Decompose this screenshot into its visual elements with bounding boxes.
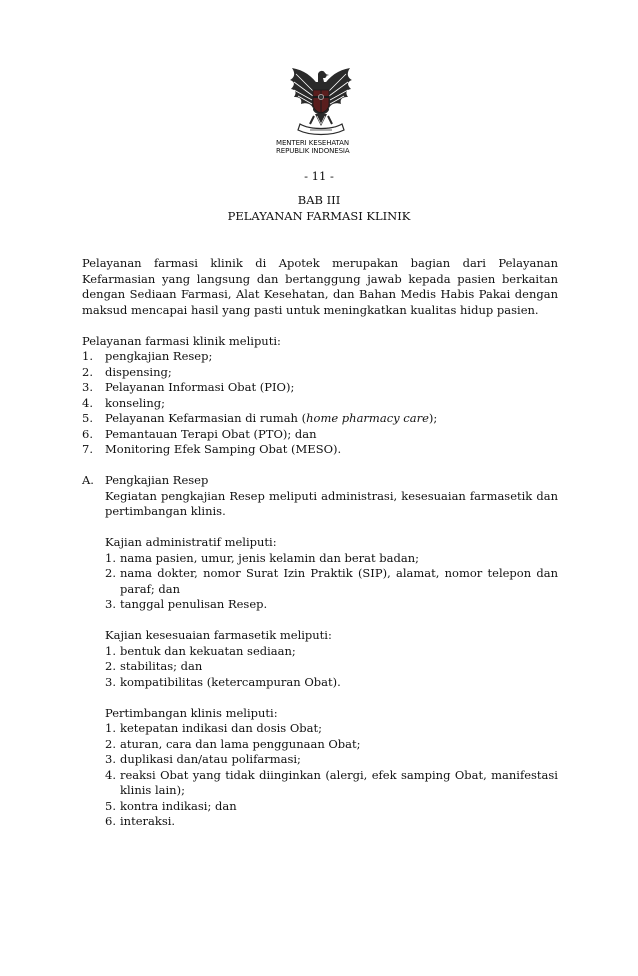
section-a-content	[82, 489, 558, 830]
chapter-heading	[0, 193, 638, 224]
list-item: 3. tanggal penulisan Resep.	[105, 597, 268, 611]
list-item: 3. duplikasi dan/atau polifarmasi;	[105, 752, 301, 766]
list-item: 5. kontra indikasi; dan	[105, 798, 237, 813]
page-number: - 11 -	[304, 169, 334, 183]
list-item: 3. kompatibilitas (ketercampuran Obat).	[105, 674, 341, 689]
list-item: 1. bentuk dan kekuatan sediaan;	[105, 643, 296, 658]
list-item: 2. stabilitas; dan	[105, 659, 203, 673]
chapter-title: PELAYANAN FARMASI KLINIK	[227, 208, 411, 223]
italic-term: home pharmacy care	[306, 411, 429, 425]
list-item: 2. nama dokter, nomor Surat Izin Praktik (SIP), alamat, nomor telepon dan paraf; dan	[105, 566, 558, 596]
list-item: 2. aturan, cara dan lama penggunaan Obat;	[105, 736, 361, 751]
chapter-number: BAB III	[297, 193, 341, 207]
list-item: 4. konseling;	[82, 395, 166, 410]
list-item: 2. dispensing;	[82, 364, 172, 379]
section-a-heading	[82, 473, 558, 489]
ministry-line-2: REPUBLIK INDONESIA	[276, 147, 350, 155]
list-item: 1. ketepatan indikasi dan dosis Obat;	[105, 721, 322, 735]
list-item: 3. Pelayanan Informasi Obat (PIO);	[82, 380, 295, 394]
list-item: 5. Pelayanan Kefarmasian di rumah (home pharmacy care);	[82, 411, 438, 425]
services-intro: Pelayanan farmasi klinik meliputi:	[82, 333, 281, 348]
list-item: 1. nama pasien, umur, jenis kelamin dan berat badan;	[105, 550, 420, 565]
clinical-title: Pertimbangan klinis meliputi:	[105, 705, 278, 720]
list-item: 1. pengkajian Resep;	[82, 349, 213, 363]
list-item: 6. interaksi.	[105, 814, 176, 828]
services-list	[82, 349, 558, 458]
list-item: 6. Pemantauan Terapi Obat (PTO); dan	[82, 426, 317, 441]
section-title: Pengkajian Resep	[105, 473, 209, 487]
section-letter: A.	[82, 473, 94, 487]
pharmaceutical-title: Kajian kesesuaian farmasetik meliputi:	[105, 628, 332, 642]
document-body	[82, 256, 558, 830]
ministry-line-1: MENTERI KESEHATAN	[276, 139, 349, 147]
ministry-title	[276, 139, 376, 155]
admin-title: Kajian administratif meliputi:	[105, 535, 277, 549]
list-item: 7. Monitoring Efek Samping Obat (MESO).	[82, 442, 342, 456]
list-item: 4. reaksi Obat yang tidak diinginkan (alergi, efek samping Obat, manifestasi klinis lain);	[105, 767, 558, 797]
intro-paragraph: Pelayanan farmasi klinik di Apotek merupakan bagian dari Pelayanan Kefarmasian yang langsung dan bertanggung jawab kepada pasien berkaitan dengan Sediaan Farmasi, Alat Kesehatan, dan Bahan Medis Habis Pakai dengan maksud mencapai hasil yang pasti untuk meningkatkan kualitas hidup pasien.	[82, 256, 558, 317]
section-a-description: Kegiatan pengkajian Resep meliputi administrasi, kesesuaian farmasetik dan pertimbangan klinis.	[105, 488, 558, 518]
garuda-emblem-icon	[282, 66, 360, 138]
